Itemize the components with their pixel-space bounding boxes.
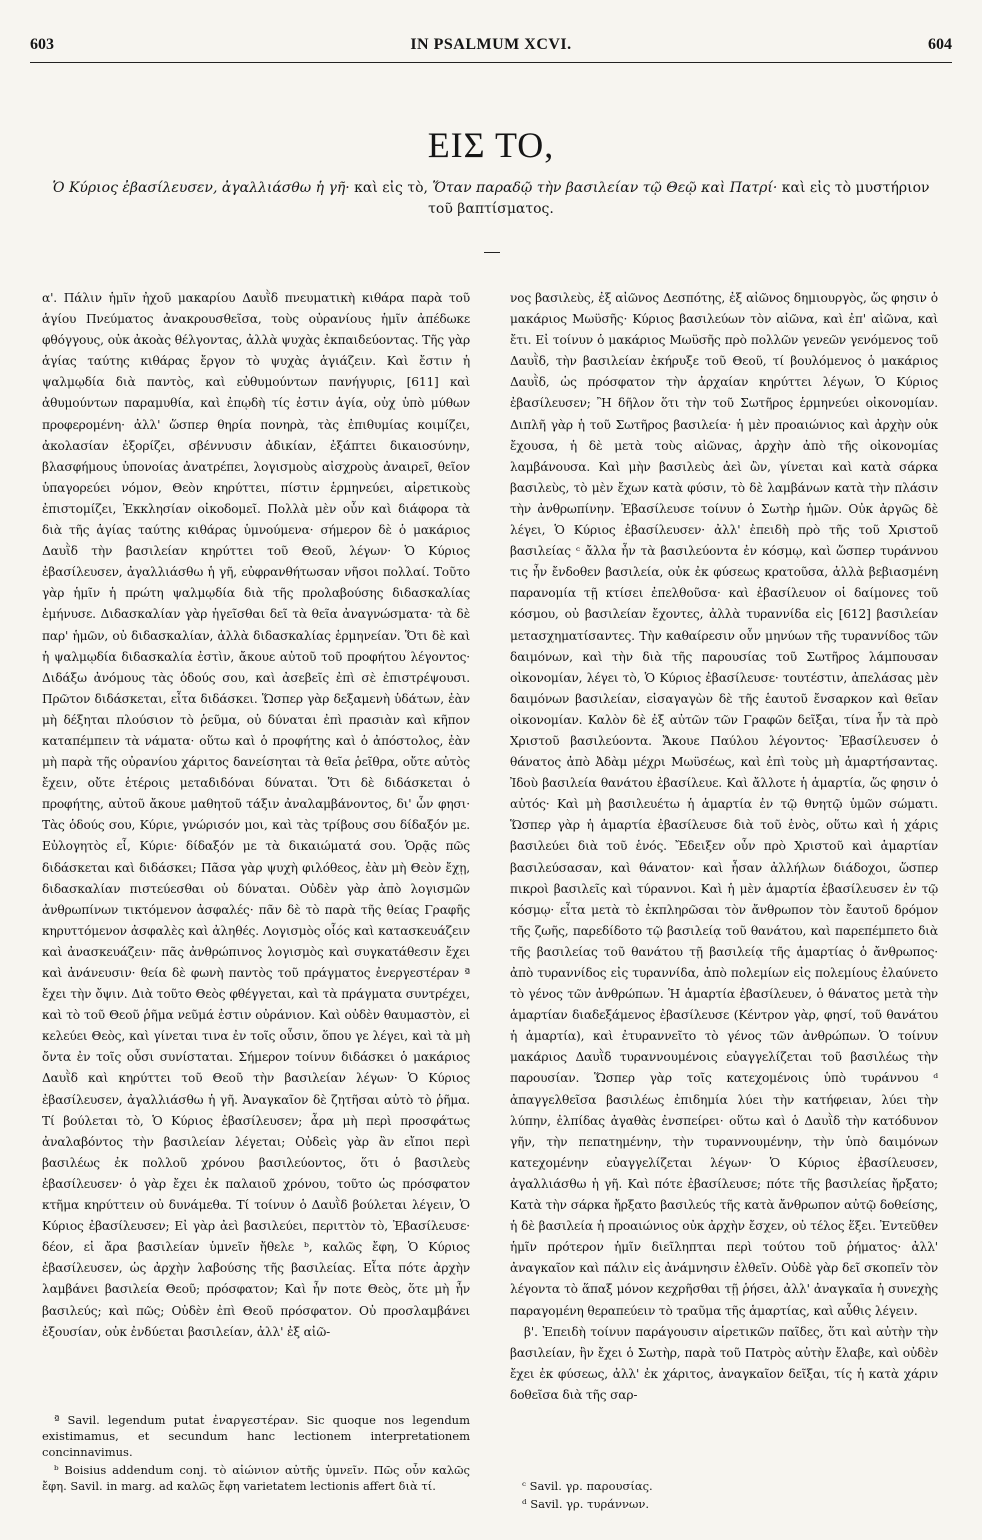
footnote-c: ᶜ Savil. γρ. παρουσίας.	[522, 1479, 653, 1493]
left-page-number: 603	[30, 36, 54, 53]
header-rule	[30, 62, 952, 63]
subtitle-connector-1: καὶ εἰς τὸ,	[349, 180, 433, 196]
subtitle-quote-2: Ὅταν παραδῷ τὴν βασιλείαν τῷ Θεῷ καὶ Πατρί·	[432, 180, 778, 196]
subtitle-quote-1: Ὁ Κύριος ἐβασίλευσεν, ἀγαλλιάσθω ἡ γῆ·	[52, 180, 350, 196]
footnote-a: ª Savil. legendum putat ἐναργεστέραν. Sic quoque nos legendum existimamus, et secundum hanc lectionem interpretationem concinnavimus.	[42, 1413, 470, 1459]
right-text-column	[510, 288, 938, 1406]
footnote-b: ᵇ Boisius addendum conj. τὸ αἰώνιον αὐτῆς ὑμνεῖν. Πῶς οὖν καλῶς ἔφη. Savil. in marg. ad καλῶς ἔφη varietatem lectionis affert διὰ τί.	[42, 1463, 470, 1493]
subtitle-connector-2: καὶ εἰς τὸ μυστήριον τοῦ βαπτίσματος.	[428, 180, 930, 217]
right-paragraph-1: νος βασιλεὺς, ἐξ αἰῶνος Δεσπότης, ἐξ αἰῶνος δημιουργὸς, ὥς φησιν ὁ μακάριος Μωϋσῆς· Κύριος βασιλεύων τὸν αἰῶνα, καὶ ἐπ' αἰῶνα, καὶ ἔτι. Εἰ τοίνυν ὁ μακάριος Μωϋσῆς πρὸ πολλῶν γενεῶν γενόμενος τοῦ Δαυῒδ, τὴν βασιλείαν ἐκήρυξε τοῦ Θεοῦ, τί βουλόμενος ὁ μακάριος Δαυῒδ, ὡς πρόσφατον τὴν ἀρχαίαν κηρύττει λέγων, Ὁ Κύριος ἐβασίλευσεν; Ἢ δῆλον ὅτι τὴν τοῦ Σωτῆρος ἑρμηνεύει οἰκονομίαν. Διπλῆ γὰρ ἡ τοῦ Σωτῆρος βασιλεία· ἡ μὲν προαιώνιος καὶ ἀρχὴν οὐκ ἔχουσα, ἡ δὲ μετὰ τοὺς αἰῶνας, ἀρχὴν ἀπὸ τῆς οἰκονομίας λαμβάνουσα. Καὶ μὴν βασιλεὺς ἀεὶ ὢν, γίνεται καὶ κατὰ σάρκα βασιλεὺς, τὸ μὲν ἔχων κατὰ φύσιν, τὸ δὲ λαμβάνων κατὰ τὴν πλάσιν τὴν ἀνθρωπίνην. Ἐβασίλευσε τοίνυν ὁ Σωτὴρ ἡμῶν. Οὐκ ἀργῶς δὲ λέγει, Ὁ Κύριος ἐβασίλευσεν· ἀλλ' ἐπειδὴ πρὸ τῆς τοῦ Χριστοῦ βασιλείας ᶜ ἄλλα ἦν τὰ βασιλεύοντα ἐν κόσμῳ, καὶ ὥσπερ τυράννου τις ἦν ἔνδοθεν βασιλεία, οὐκ ἐκ φύσεως κρατοῦσα, ἀλλὰ βεβιασμένη παρανομία τῇ κτίσει ἐπελθοῦσα· καὶ ἐβασίλευον οἱ δαίμονες τοῦ κόσμου, οὐ βασιλείαν ἔχοντες, ἀλλὰ τυραννίδα εἰς [612] βασιλείαν μετασχηματίσαντες. Τὴν καθαίρεσιν οὖν μηνύων τῆς τυραννίδος τῶν δαιμόνων, καὶ τὴν διὰ τῆς παρουσίας τοῦ Σωτῆρος λάμπουσαν οἰκονομίαν, λέγει τὸ, Ὁ Κύριος ἐβασίλευσε· τουτέστιν, ἀπελάσας μὲν δαιμόνων βασιλείαν, εἰσαγαγὼν δὲ τῆς ἑαυτοῦ ἔνσαρκον καὶ θεῖαν οἰκονομίαν. Καλὸν δὲ ἐξ αὐτῶν τῶν Γραφῶν δεῖξαι, τίνα ἦν τὰ πρὸ Χριστοῦ βασιλεύοντα. Ἄκουε Παύλου λέγοντος· Ἐβασίλευσεν ὁ θάνατος ἀπὸ Ἀδὰμ μέχρι Μωϋσέως, καὶ ἐπὶ τοὺς μὴ ἁμαρτήσαντας. Ἰδοὺ βασιλεία θανάτου ἐβασίλευε. Καὶ ἄλλοτε ἡ ἁμαρτία, ὥς φησιν ὁ αὐτός· Καὶ μὴ βασιλευέτω ἡ ἁμαρτία ἐν τῷ θνητῷ ὑμῶν σώματι. Ὥσπερ γὰρ ἡ ἁμαρτία ἐβασίλευσε διὰ τοῦ ἑνὸς, οὕτω καὶ ἡ χάρις βασιλεύει διὰ τοῦ ἑνός. Ἔδειξεν οὖν πρὸ Χριστοῦ καὶ ἁμαρτίαν βασιλεύσασαν, καὶ θάνατον· καὶ ἦσαν ἀλλήλων διάδοχοι, ὥσπερ πικροὶ βασιλεῖς καὶ τύραννοι. Καὶ ἡ μὲν ἁμαρτία ἐβασίλευσεν ἐν τῷ κόσμῳ· εἶτα μετὰ τὸ ἐκπληρῶσαι τὸν ἄνθρωπον τὸν ἔαυτοῦ δρόμον τῆς ζωῆς, παρεδίδοτο τῷ βασιλείᾳ τοῦ θανάτου, καὶ παρεπέμπετο διὰ τῆς βασιλείας τοῦ θανάτου τῇ βασιλείᾳ τῆς ἁμαρτίας ὁ ἄνθρωπος· ἀπὸ τυραννίδος εἰς τυραννίδα, ἀπὸ πολεμίων εἰς πολεμίους ἐλαύνετο τὸ γένος τῶν ἀνθρώπων. Ἡ ἁμαρτία ἐβασίλευεν, ὁ θάνατος μετὰ τὴν ἁμαρτίαν διαδεξάμενος ἐβασίλευσε (Κέντρον γὰρ, φησί, τοῦ θανάτου ἡ ἁμαρτία), καὶ ἐτυραννεῖτο τὸ γένος τῶν ἀνθρώπων. Ὁ τοίνυν μακάριος Δαυῒδ τυραννουμένοις εὐαγγελίζεται τοῦ βασιλέως τὴν παρουσίαν. Ὥσπερ γὰρ τοῖς κατεχομένοις ὑπὸ τυράννου ᵈ ἀπαγγελθεῖσα βασιλέως ἐπιδημία λύει τὴν κατήφειαν, λύει τὴν λύπην, ἐλπίδας ἀγαθὰς ἐνσπείρει· οὕτω καὶ ὁ Δαυῒδ τὴν κατόδυνον γῆν, τὴν πεπατημένην, τὴν τυραννουμένην, τὴν ὑπὸ δαιμόνων κατεχομένην εὐαγγελίζεται λέγων· Ὁ Κύριος ἐβασίλευσεν, ἀγαλλιάσθω ἡ γῆ. Καὶ πότε ἐβασίλευσε; πότε τῆς βασιλείας ἤρξατο; Κατὰ τὴν σάρκα ἤρξατο βασιλεύς τῆς κατὰ ἄνθρωπον αὐτῷ δοθείσης, ἡ δὲ βασιλεία ἡ προαιώνιος οὐκ ἀρχὴν ἔσχεν, οὐ τέλος ἕξει. Ἐντεῦθεν ἡμῖν πρότερον ἡμῖν διεῖληπται περὶ τούτου τοῦ ῥήματος· ἀλλ' ἀναγκαῖον καὶ πάλιν εἰς ἀνάμνησιν ἐλθεῖν. Οὐδὲ γὰρ δεῖ σκοπεῖν τὸν λέγοντα τὸ ἅπαξ μόνον κεχρῆσθαι τῇ ῥήσει, ἀλλ' ἀναγκαῖα ἡ συνεχὴς παραγομένη θεραπεύειν τὸ τραῦμα τῆς ἁμαρτίας, καὶ αὖθις λέγειν.	[510, 291, 938, 1318]
left-footnotes	[42, 1412, 470, 1496]
right-paragraph-2: β'. Ἐπειδὴ τοίνυν παράγουσιν αἱρετικῶν παῖδες, ὅτι καὶ αὐτὴν τὴν βασιλείαν, ἣν ἔχει ὁ Σωτὴρ, παρὰ τοῦ Πατρὸς αὐτὴν ἔλαβε, καὶ οὐδὲν ἔχει ἐκ φύσεως, ἀλλ' ἐκ χάριτος, ἀναγκαῖον δεῖξαι, τίς ἡ κατὰ χάριν δοθεῖσα διὰ τῆς σαρ-	[510, 1324, 938, 1402]
right-page-number: 604	[928, 36, 952, 53]
running-header	[30, 36, 952, 58]
homily-subtitle	[40, 178, 942, 220]
running-title: IN PSALMUM XCVI.	[410, 36, 572, 53]
right-footnotes	[510, 1478, 938, 1514]
footnote-d: ᵈ Savil. γρ. τυράννων.	[522, 1497, 649, 1511]
left-paragraph-1: α'. Πάλιν ἡμῖν ἠχοῦ μακαρίου Δαυῒδ πνευματικὴ κιθάρα παρὰ τοῦ ἁγίου Πνεύματος ἀνακρουσθεῖσα, τοὺς οὐρανίους ἡμῖν ἀπέδωκε φθόγγους, οὐκ ἀκοὰς θέλγοντας, ἀλλὰ ψυχὰς ἐκπαιδεύοντας. Τῆς γὰρ ἁγίας ταύτης κιθάρας ἔργον τὸ ψυχὰς ἁγιάζειν. Καὶ ἔστιν ἡ ψαλμῳδία διὰ παντὸς, καὶ εὐθυμούντων πανήγυρις, [611] καὶ ἀθυμούντων παραμυθία, καὶ ἐπῳδὴ τίς ἐστιν ἁγία, οὐχ ὑπὸ μύθων προφερομένη· ἀλλ' ὥσπερ θηρία πονηρὰ, τὰς ἐπιθυμίας κοιμίζει, ἀκολασίαν ἐξορίζει, σβέννυσιν ἀδικίαν, ἐξάπτει δικαιοσύνην, βλασφήμους ὑπονοίας ἀνατρέπει, λογισμοὺς αἰσχροὺς ἀναιρεῖ, θεῖον ὑπαγορεύει νόμον, Θεὸν κηρύττει, πίστιν ἑρμηνεύει, αἱρετικοὺς ἐπιστομίζει, Ἐκκλησίαν οἰκοδομεῖ. Πολλὰ μὲν οὖν καὶ διάφορα τὰ διὰ τῆς ἁγίας ταύτης κιθάρας ὑμνούμενα· σήμερον δὲ ὁ μακάριος Δαυῒδ τὴν βασιλείαν κηρύττει τοῦ Θεοῦ, λέγων· Ὁ Κύριος ἐβασίλευσεν, ἀγαλλιάσθω ἡ γῆ, εὐφρανθήτωσαν νῆσοι πολλαί. Τοῦτο γὰρ ἡμῖν ἡ πρώτη ψαλμῳδία διὰ τῆς προλαβούσης διδασκαλίας ἐμήνυσε. Διδασκαλίαν γὰρ ἡγεῖσθαι δεῖ τὰ θεῖα ἀναγνώσματα· τὰ δὲ παρ' ἡμῶν, οὐ διδασκαλίαν, ἀλλὰ διδασκαλίας ἑρμηνείαν. Ὅτι δὲ καὶ ἡ ψαλμῳδία διδασκαλία ἐστὶν, ἄκουε αὐτοῦ τοῦ προφήτου λέγοντος· Διδάξω ἀνόμους τὰς ὁδούς σου, καὶ ἀσεβεῖς ἐπὶ σὲ ἐπιστρέψουσι. Πρῶτον διδάσκεται, εἶτα διδάσκει. Ὥσπερ γὰρ δεξαμενὴ ὑδάτων, ἐὰν μὴ δέξηται πλούσιον τὸ ῥεῦμα, οὐ δύναται ἐπὶ πρασιὰν καὶ κῆπον καταπέμπειν τὰ νάματα· οὕτω καὶ ὁ προφήτης καὶ ὁ ἀπόστολος, ἐὰν μὴ παρὰ τῆς οὐρανίου χάριτος δανείσηται τὰ θεῖα ῥεῖθρα, οὔτε αὐτὸς ἔχειν, οὔτε ἑτέροις μεταδιδόναι δύναται. Ὅτι δὲ διδάσκεται ὁ προφήτης, αὐτοῦ ἄκουε μαθητοῦ τάξιν ἀναλαμβάνοντος, δι' ὧν φησι· Τὰς ὁδούς σου, Κύριε, γνώρισόν μοι, καὶ τὰς τρίβους σου δίδαξόν με. Εὐλογητὸς εἶ, Κύριε· δίδαξόν με τὰ δικαιώματά σου. Ὁρᾷς πῶς διδάσκεται καὶ διδάσκει; Πᾶσα γὰρ ψυχὴ φιλόθεος, ἐὰν μὴ Θεὸν ἔχῃ, διδασκαλίαν πιστεύεσθαι οὐ δύναται. Οὐδὲν γὰρ ἀπὸ λογισμῶν ἀνθρωπίνων τικτόμενον ἀσφαλές· πᾶν δὲ τὸ παρὰ τῆς θείας Γραφῆς κηρυττόμενον ἀσφαλὲς καὶ ἀληθές. Λογισμὸς οἷός καὶ κατασκευάζειν καὶ ἀνασκευάζειν· πᾶς ἀνθρώπινος λογισμὸς καὶ συγκατάθεσιν ἔχει καὶ ἀνάνευσιν· θεία δὲ φωνὴ παντὸς τοῦ πράγματος ἐνεργεστέραν ª ἔχει τὴν ὄψιν. Διὰ τοῦτο Θεὸς φθέγγεται, καὶ τὰ πράγματα συντρέχει, καὶ τὸ τοῦ Θεοῦ ῥῆμα νεῦμά ἐστιν οὐράνιον. Καὶ οὐδὲν θαυμαστὸν, εἰ κελεύει Θεὸς, καὶ γίνεται τινα ἐν τοῖς οὖσιν, ὅπου γε λέγει, καὶ τὰ μὴ ὄντα ἐν τοῖς οὖσι συνίσταται. Σήμερον τοίνυν διδάσκει ὁ μακάριος Δαυῒδ καὶ κηρύττει τοῦ Θεοῦ τὴν βασιλείαν λέγων· Ὁ Κύριος ἐβασίλευσεν, ἀγαλλιάσθω ἡ γῆ. Ἀναγκαῖον δὲ ζητῆσαι αὐτὸ τὸ ῥῆμα. Τί βούλεται τὸ, Ὁ Κύριος ἐβασίλευσεν; ἆρα μὴ περὶ προσφάτως ἀναλαβόντος τὴν βασιλείαν λέγεται; Οὐδεὶς γὰρ ἂν εἴποι περὶ βασιλέως ἐκ πολλοῦ χρόνου βασιλεύοντος, ὅτι ὁ βασιλεὺς ἐβασίλευσεν· ὁ γὰρ ἔχει ἐκ παλαιοῦ χρόνου, τοῦτο ὡς πρόσφατον κτῆμα κηρύττειν οὐ δυνάμεθα. Τί τοίνυν ὁ Δαυῒδ βούλεται λέγειν, Ὁ Κύριος ἐβασίλευσεν; Εἰ γὰρ ἀεὶ βασιλεύει, περιττὸν τὸ, Ἐβασίλευσε· δέον, εἰ ἄρα βασιλείαν ὑμνεῖν ἤθελε ᵇ, καλῶς ἔφη, Ὁ Κύριος ἐβασίλευσεν, ὡς ἀρχὴν λαβούσης τῆς βασιλείας. Εἶτα πότε ἀρχὴν λαμβάνει βασιλεία Θεοῦ; πρόσφατον; Καὶ ἦν ποτε Θεὸς, ὅτε μὴ ἦν βασιλεύς; καὶ πῶς; Οὐδὲν ἐπὶ Θεοῦ πρόσφατον. Οὐ προσλαμβάνει ἐξουσίαν, οὐκ ἐνδύεται βασιλείαν, ἀλλ' ἐξ αἰῶ-	[42, 291, 470, 1339]
separator-dash	[484, 252, 500, 253]
homily-title: ΕΙΣ ΤΟ,	[427, 125, 555, 165]
left-text-column	[42, 288, 470, 1343]
